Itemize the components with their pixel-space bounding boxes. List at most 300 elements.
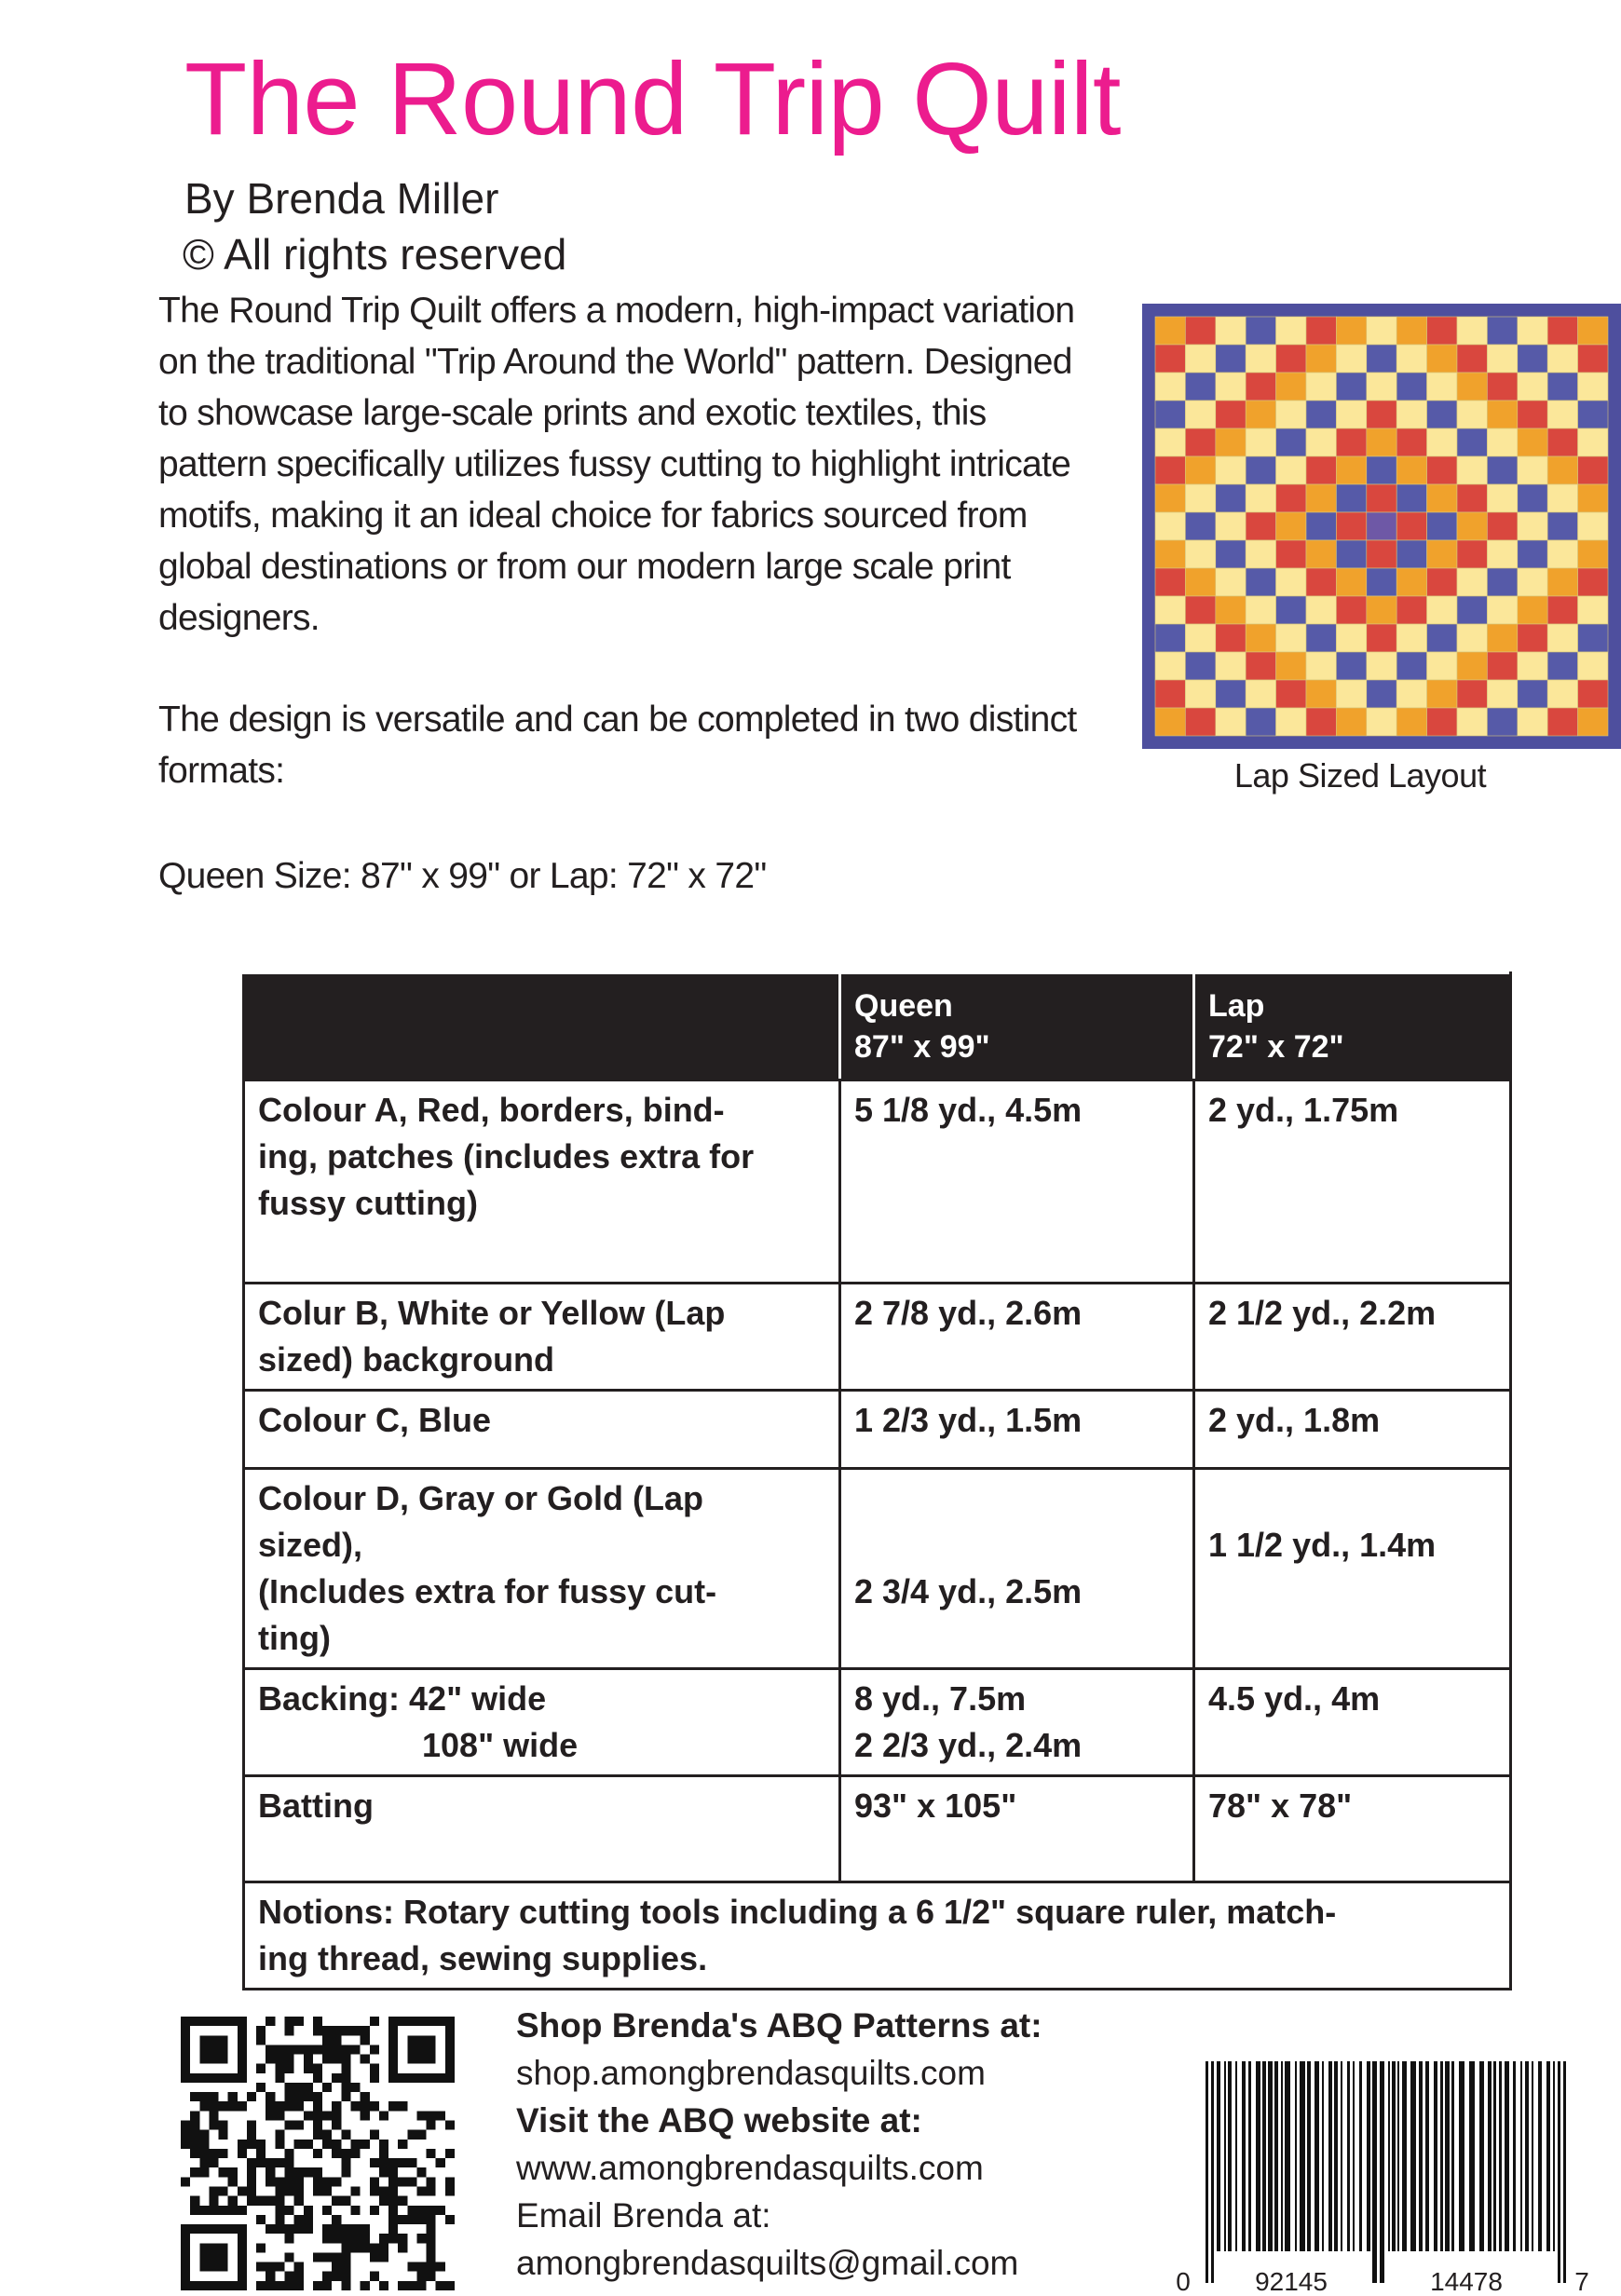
row-label	[244, 1669, 840, 1776]
qr-module	[379, 2167, 388, 2177]
notions-line: ing thread, sewing supplies.	[258, 1939, 708, 1977]
author-line: By Brenda Miller	[184, 174, 499, 223]
quilt-patch	[1578, 596, 1608, 624]
quilt-patch	[1367, 484, 1396, 512]
qr-module	[398, 2196, 407, 2206]
quilt-patch	[1246, 484, 1275, 512]
qr-module	[285, 2272, 294, 2281]
quilt-patch	[1306, 540, 1336, 568]
qr-module	[181, 2177, 190, 2186]
qr-module	[285, 2121, 294, 2130]
qr-module	[341, 2073, 350, 2083]
queen-amount	[840, 1776, 1194, 1882]
qr-module	[341, 2055, 350, 2064]
amount-line	[1208, 1475, 1496, 1522]
quilt-patch	[1185, 680, 1215, 708]
qr-module	[370, 2045, 379, 2054]
quilt-patch	[1396, 652, 1426, 680]
qr-module	[285, 2055, 294, 2064]
barcode-bar	[1459, 2061, 1464, 2251]
qr-module	[275, 2186, 284, 2195]
barcode-bar	[1248, 2061, 1251, 2251]
barcode-bar	[1553, 2061, 1555, 2251]
qr-module	[398, 2243, 407, 2252]
table-row-colour-c	[244, 1391, 1511, 1469]
quilt-patch	[1246, 401, 1275, 428]
qr-module	[361, 2224, 370, 2234]
qr-module	[313, 2111, 322, 2120]
formats-line: The design is versatile and can be completed in two distinct	[158, 700, 1077, 740]
qr-module	[275, 2215, 284, 2224]
qr-module	[247, 2177, 256, 2186]
quilt-patch	[1457, 484, 1487, 512]
quilt-patch	[1246, 512, 1275, 540]
qr-module	[407, 2158, 416, 2167]
quilt-patch	[1276, 540, 1306, 568]
quilt-patch	[1185, 596, 1215, 624]
quilt-patch	[1336, 512, 1366, 540]
qr-module	[285, 2101, 294, 2111]
qr-module	[332, 2252, 341, 2262]
qr-module	[190, 2140, 199, 2149]
qr-module	[199, 2092, 209, 2101]
qr-module	[256, 2262, 266, 2272]
quilt-patch	[1547, 401, 1577, 428]
qr-module	[322, 2035, 332, 2045]
qr-module	[247, 2140, 256, 2149]
qr-module	[238, 2149, 247, 2158]
qr-module	[445, 2177, 455, 2186]
qr-module	[247, 2158, 256, 2167]
barcode-bar	[1262, 2061, 1266, 2251]
quilt-patch	[1336, 624, 1366, 652]
qr-module	[350, 2149, 360, 2158]
qr-module	[332, 2121, 341, 2130]
quilt-patch	[1518, 345, 1547, 373]
qr-module	[304, 2206, 313, 2215]
quilt-patch	[1336, 680, 1366, 708]
qr-module	[209, 2206, 218, 2215]
qr-module	[275, 2055, 284, 2064]
quilt-patch	[1336, 428, 1366, 456]
quilt-patch	[1396, 568, 1426, 596]
qr-module	[341, 2272, 350, 2281]
quilt-patch	[1336, 540, 1366, 568]
quilt-patch	[1457, 345, 1487, 373]
qr-module	[332, 2196, 341, 2206]
barcode-bar	[1274, 2061, 1278, 2251]
qr-module	[313, 2149, 322, 2158]
quilt-patch	[1427, 317, 1457, 345]
quilt-patch	[1276, 652, 1306, 680]
qr-module	[416, 2262, 426, 2272]
qr-module	[332, 2073, 341, 2083]
quilt-patch	[1336, 317, 1366, 345]
qr-module	[398, 2101, 407, 2111]
qr-module	[247, 2130, 256, 2140]
qr-module	[332, 2215, 341, 2224]
qr-module	[209, 2196, 218, 2206]
quilt-patch	[1276, 596, 1306, 624]
qr-module	[341, 2083, 350, 2092]
qr-module	[436, 2158, 445, 2167]
qr-module	[361, 2035, 370, 2045]
quilt-patch	[1216, 540, 1246, 568]
quilt-patch	[1306, 624, 1336, 652]
quilt-patch	[1396, 401, 1426, 428]
qr-module	[304, 2224, 313, 2234]
quilt-patch	[1246, 540, 1275, 568]
quilt-patch	[1276, 568, 1306, 596]
qr-module	[275, 2177, 284, 2186]
qr-module	[285, 2234, 294, 2243]
qr-finder-core	[407, 2035, 435, 2063]
barcode-bar	[1505, 2061, 1509, 2251]
quilt-patch	[1185, 540, 1215, 568]
quilt-patch	[1216, 596, 1246, 624]
qr-module	[427, 2215, 436, 2224]
label-line: Colour A, Red, borders, bind-	[258, 1091, 725, 1129]
quilt-patch	[1457, 624, 1487, 652]
qr-module	[350, 2234, 360, 2243]
intro-paragraph	[158, 285, 1090, 644]
quilt-patch	[1276, 373, 1306, 401]
qr-module	[398, 2281, 407, 2290]
barcode-bar	[1228, 2061, 1232, 2251]
qr-module	[416, 2111, 426, 2120]
quilt-patch	[1518, 401, 1547, 428]
barcode-bar	[1419, 2061, 1423, 2251]
barcode-bar	[1479, 2061, 1484, 2251]
quilt-patch	[1367, 345, 1396, 373]
quilt-patch	[1547, 624, 1577, 652]
label-line: fussy cutting)	[258, 1184, 479, 1222]
qr-module	[379, 2243, 388, 2252]
qr-module	[294, 2140, 304, 2149]
qr-module	[219, 2130, 228, 2140]
header-lap-name: Lap	[1208, 988, 1265, 1024]
qr-module	[219, 2206, 228, 2215]
qr-module	[322, 2177, 332, 2186]
quilt-patch	[1578, 401, 1608, 428]
qr-module	[332, 2234, 341, 2243]
quilt-patch	[1276, 624, 1306, 652]
quilt-patch	[1578, 345, 1608, 373]
quilt-patch	[1336, 373, 1366, 401]
website-link[interactable]: www.amongbrendasquilts.com	[516, 2149, 984, 2187]
qr-module	[322, 2281, 332, 2290]
quilt-patch	[1276, 428, 1306, 456]
quilt-patch	[1367, 317, 1396, 345]
notions-line: Notions: Rotary cutting tools including a 6 1/2" square ruler, match-	[258, 1893, 1337, 1931]
amount-line: 2 2/3 yd., 2.4m	[854, 1726, 1083, 1764]
row-label	[244, 1391, 840, 1469]
quilt-patch	[1578, 624, 1608, 652]
qr-module	[427, 2272, 436, 2281]
quilt-patch	[1216, 484, 1246, 512]
barcode-bar	[1525, 2061, 1529, 2251]
barcode-bar	[1546, 2061, 1550, 2251]
qr-module	[322, 2111, 332, 2120]
qr-module	[370, 2243, 379, 2252]
quilt-patch	[1578, 428, 1608, 456]
table-row-backing	[244, 1669, 1511, 1776]
qr-module	[379, 2140, 388, 2149]
barcode-bar	[1281, 2061, 1283, 2251]
shop-link[interactable]: shop.amongbrendasquilts.com	[516, 2054, 986, 2092]
qr-module	[199, 2140, 209, 2149]
qr-module	[361, 2055, 370, 2064]
page-title: The Round Trip Quilt	[184, 42, 1121, 156]
qr-module	[341, 2281, 350, 2290]
qr-module	[407, 2281, 416, 2290]
qr-module	[350, 2101, 360, 2111]
barcode-bar	[1380, 2061, 1384, 2283]
qr-module	[294, 2196, 304, 2206]
barcode-bar	[1520, 2061, 1522, 2251]
qr-module	[181, 2130, 190, 2140]
qr-module	[199, 2149, 209, 2158]
qr-module	[341, 2196, 350, 2206]
qr-module	[266, 2281, 275, 2290]
quilt-patch	[1367, 428, 1396, 456]
amount-line: 5 1/8 yd., 4.5m	[854, 1091, 1083, 1129]
quilt-patch	[1216, 708, 1246, 736]
qr-module	[294, 2281, 304, 2290]
quilt-patch	[1547, 596, 1577, 624]
quilt-patch	[1578, 708, 1608, 736]
qr-module	[361, 2140, 370, 2149]
quilt-patch	[1518, 317, 1547, 345]
qr-module	[313, 2130, 322, 2140]
quilt-patch	[1487, 456, 1517, 484]
quilt-patch	[1185, 456, 1215, 484]
quilt-patch	[1185, 401, 1215, 428]
qr-module	[332, 2149, 341, 2158]
quilt-patch	[1578, 652, 1608, 680]
qr-module	[445, 2281, 455, 2290]
barcode-digits: 0	[1176, 2267, 1191, 2296]
quilt-patch	[1547, 428, 1577, 456]
quilt-patch	[1306, 373, 1336, 401]
quilt-patch	[1276, 317, 1306, 345]
qr-module	[228, 2101, 238, 2111]
quilt-patch	[1487, 401, 1517, 428]
barcode-bar	[1388, 2061, 1390, 2251]
qr-module	[332, 2224, 341, 2234]
qr-module	[275, 2130, 284, 2140]
quilt-patch	[1306, 568, 1336, 596]
qr-module	[370, 2130, 379, 2140]
qr-module	[238, 2206, 247, 2215]
qr-module	[388, 2215, 398, 2224]
qr-module	[341, 2262, 350, 2272]
qr-module	[228, 2206, 238, 2215]
qr-module	[256, 2149, 266, 2158]
quilt-patch	[1276, 345, 1306, 373]
qr-module	[350, 2045, 360, 2054]
quilt-patch	[1216, 345, 1246, 373]
qr-module	[256, 2158, 266, 2167]
qr-module	[266, 2196, 275, 2206]
amount-line: 2 7/8 yd., 2.6m	[854, 1294, 1083, 1332]
qr-module	[266, 2167, 275, 2177]
qr-module	[275, 2101, 284, 2111]
quilt-patch	[1306, 456, 1336, 484]
qr-module	[313, 2281, 322, 2290]
qr-module	[436, 2281, 445, 2290]
quilt-patch	[1185, 652, 1215, 680]
quilt-patch	[1155, 512, 1185, 540]
qr-module	[275, 2073, 284, 2083]
quilt-patch	[1518, 680, 1547, 708]
qr-module	[388, 2224, 398, 2234]
qr-module	[256, 2196, 266, 2206]
qr-module	[275, 2281, 284, 2290]
qr-module	[294, 2083, 304, 2092]
quilt-patch	[1367, 652, 1396, 680]
qr-module	[266, 2177, 275, 2186]
quilt-patch	[1185, 484, 1215, 512]
quilt-patch	[1487, 708, 1517, 736]
qr-module	[322, 2140, 332, 2149]
quilt-patch	[1457, 540, 1487, 568]
table-row-notions	[244, 1882, 1511, 1990]
barcode-bar	[1285, 2061, 1290, 2251]
table-row-colour-b	[244, 1284, 1511, 1391]
queen-amount	[840, 1669, 1194, 1776]
qr-module	[219, 2167, 228, 2177]
quilt-patch	[1336, 456, 1366, 484]
qr-module	[361, 2101, 370, 2111]
barcode-bar	[1359, 2061, 1362, 2251]
quilt-patch	[1578, 373, 1608, 401]
quilt-patch	[1518, 568, 1547, 596]
qr-module	[209, 2111, 218, 2120]
qr-module	[294, 2092, 304, 2101]
quilt-patch	[1306, 317, 1336, 345]
barcode-bar	[1445, 2061, 1450, 2251]
quilt-patch	[1367, 540, 1396, 568]
qr-module	[238, 2186, 247, 2195]
qr-module	[304, 2140, 313, 2149]
qr-module	[388, 2206, 398, 2215]
qr-module	[294, 2177, 304, 2186]
label-line: sized) background	[258, 1340, 555, 1379]
barcode-bar	[1347, 2061, 1350, 2251]
qr-module	[332, 2111, 341, 2120]
barcode-bar	[1315, 2061, 1319, 2251]
qr-module	[294, 2045, 304, 2054]
qr-module	[285, 2177, 294, 2186]
qr-module	[294, 2186, 304, 2195]
qr-module	[209, 2092, 218, 2101]
qr-module	[361, 2026, 370, 2035]
qr-module	[228, 2092, 238, 2101]
quilt-patch	[1155, 456, 1185, 484]
qr-module	[256, 2215, 266, 2224]
qr-module	[427, 2177, 436, 2186]
qr-module	[256, 2083, 266, 2092]
qr-module	[199, 2158, 209, 2167]
qr-module	[294, 2215, 304, 2224]
qr-module	[341, 2158, 350, 2167]
qr-module	[388, 2167, 398, 2177]
quilt-patch	[1246, 317, 1275, 345]
copyright-line: © All rights reserved	[183, 230, 567, 279]
qr-module	[313, 2121, 322, 2130]
label-line: Backing: 42" wide	[258, 1679, 547, 1718]
barcode-bar	[1397, 2061, 1399, 2251]
quilt-patch	[1185, 317, 1215, 345]
quilt-patch	[1547, 708, 1577, 736]
email-link[interactable]: amongbrendasquilts@gmail.com	[516, 2244, 1019, 2282]
qr-module	[313, 2186, 322, 2195]
qr-module	[427, 2149, 436, 2158]
qr-module	[416, 2215, 426, 2224]
qr-module	[427, 2262, 436, 2272]
qr-module	[256, 2035, 266, 2045]
qr-module	[181, 2121, 190, 2130]
quilt-patch	[1246, 345, 1275, 373]
qr-module	[341, 2045, 350, 2054]
qr-module	[313, 2092, 322, 2101]
qr-module	[361, 2092, 370, 2101]
qr-module	[256, 2064, 266, 2073]
quilt-patch	[1306, 596, 1336, 624]
qr-module	[266, 2017, 275, 2026]
qr-module	[209, 2158, 218, 2167]
barcode-bar	[1469, 2061, 1475, 2251]
qr-module	[341, 2224, 350, 2234]
quilt-patch	[1185, 568, 1215, 596]
qr-module	[285, 2064, 294, 2073]
qr-module	[190, 2130, 199, 2140]
row-label	[244, 1776, 840, 1882]
qr-module	[219, 2101, 228, 2111]
quilt-patch	[1216, 652, 1246, 680]
intro-line: global destinations or from our modern large scale print	[158, 547, 1011, 587]
qr-module	[361, 2234, 370, 2243]
qr-module	[361, 2281, 370, 2290]
qr-module	[219, 2149, 228, 2158]
quilt-patch	[1547, 540, 1577, 568]
qr-module	[313, 2101, 322, 2111]
quilt-patch	[1306, 345, 1336, 373]
qr-module	[190, 2121, 199, 2130]
amount-line	[854, 1475, 1179, 1522]
quilt-patch	[1547, 373, 1577, 401]
qr-module	[436, 2262, 445, 2272]
qr-module	[304, 2064, 313, 2073]
qr-module	[199, 2167, 209, 2177]
quilt-patch	[1427, 568, 1457, 596]
qr-module	[199, 2130, 209, 2140]
lap-amount	[1194, 1669, 1511, 1776]
quilt-patch	[1185, 428, 1215, 456]
qr-module	[275, 2262, 284, 2272]
lap-amount	[1194, 1284, 1511, 1391]
header-cell-queen	[840, 973, 1194, 1080]
qr-module	[332, 2055, 341, 2064]
qr-module	[256, 2281, 266, 2290]
quilt-patch	[1487, 652, 1517, 680]
qr-module	[256, 2026, 266, 2035]
intro-line: designers.	[158, 598, 320, 638]
qr-module	[427, 2206, 436, 2215]
quilt-patch	[1427, 708, 1457, 736]
label-line: (Includes extra for fussy cut-	[258, 1572, 717, 1610]
